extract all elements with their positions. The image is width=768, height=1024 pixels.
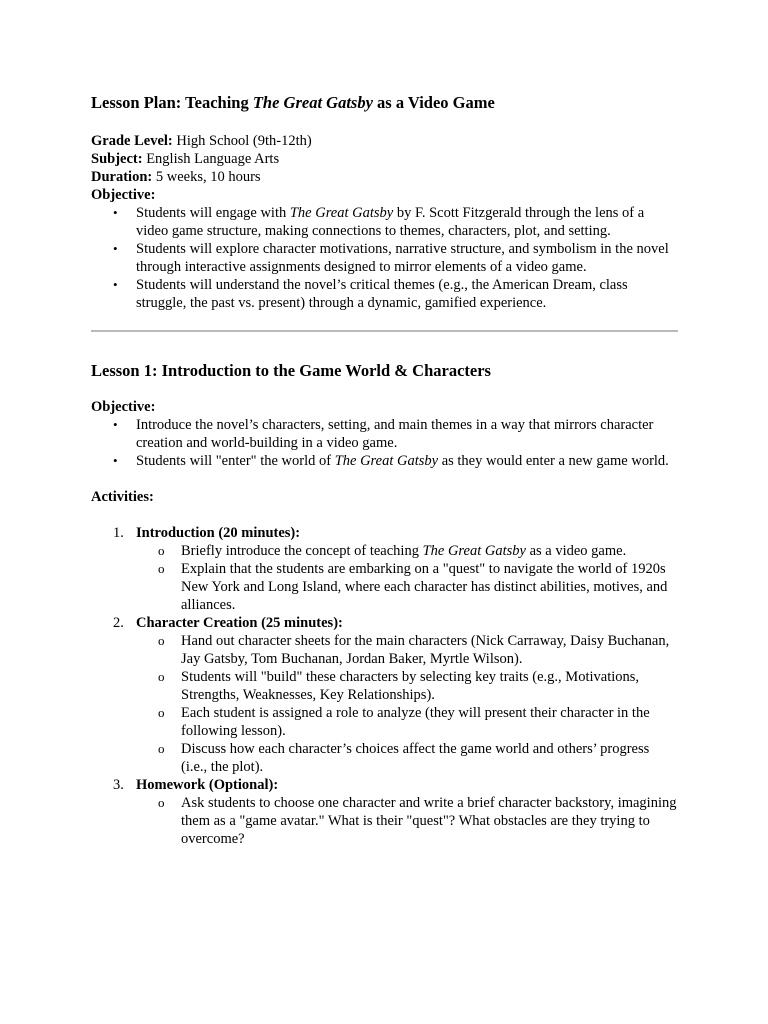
sub-bullet-marker: o (158, 633, 165, 648)
duration-value: 5 weeks, 10 hours (152, 169, 261, 185)
activities-heading: Activities: (91, 489, 154, 505)
list-item (91, 416, 678, 452)
grade-level-value: High School (9th-12th) (172, 133, 312, 149)
list-item (136, 560, 678, 614)
lesson-1-title: Lesson 1: Introduction to the Game World & Characters (91, 361, 491, 380)
list-item (91, 452, 678, 470)
objective-text-end: as they would enter a new game world. (438, 453, 669, 469)
step-text-start: Briefly introduce the concept of teaching (181, 543, 423, 559)
activity-label: Character Creation (25 minutes): (136, 615, 343, 631)
bullet-marker: • (113, 277, 118, 292)
section-divider (91, 330, 678, 332)
activity-steps (136, 632, 678, 776)
course-objectives-list (91, 204, 678, 312)
grade-level-line (91, 132, 678, 150)
subject-value: English Language Arts (142, 151, 280, 167)
subject-label: Subject: (91, 151, 143, 167)
objective-text-end: by F. Scott Fitzgerald through the lens of a video game structure, making connections to themes, characters, plot, and setting. (136, 205, 645, 239)
objective-heading (91, 186, 678, 204)
objective-text-start: Students will engage with (136, 205, 290, 221)
sub-bullet-marker: o (158, 795, 165, 810)
sub-bullet-marker: o (158, 543, 165, 558)
document-page (91, 93, 678, 848)
step-text: Explain that the students are embarking on a "quest" to navigate the world of 1920s New York and Long Island, where each character has distinct abilities, motives, and alliances. (181, 561, 668, 613)
book-title: The Great Gatsby (422, 543, 526, 559)
objective-label: Objective: (91, 187, 156, 203)
activity-steps (136, 794, 678, 848)
sub-bullet-marker: o (158, 741, 165, 756)
step-text: Students will "build" these characters by selecting key traits (e.g., Motivations, Strengths, Weaknesses, Key Relationships). (181, 669, 640, 703)
lesson-1-objectives-list (91, 416, 678, 470)
list-item (91, 204, 678, 240)
objective-text: Students will explore character motivations, narrative structure, and symbolism in the novel through interactive assignments designed to mirror elements of a video game. (136, 241, 669, 275)
grade-level-label: Grade Level: (91, 133, 173, 149)
document-title (91, 93, 678, 113)
bullet-marker: • (113, 417, 118, 432)
sub-bullet-marker: o (158, 669, 165, 684)
activity-number: 1. (113, 525, 124, 541)
duration-label: Duration: (91, 169, 153, 185)
step-text: Ask students to choose one character and write a brief character backstory, imagining them as a "game avatar." What is their "quest"? What obstacles are they trying to overcome? (181, 795, 677, 847)
list-item (136, 740, 678, 776)
list-item (136, 668, 678, 704)
activity-steps (136, 542, 678, 614)
duration-line (91, 168, 678, 186)
activity-label: Introduction (20 minutes): (136, 525, 301, 541)
bullet-marker: • (113, 205, 118, 220)
step-text: Discuss how each character’s choices affect the game world and others’ progress (i.e., the plot). (181, 741, 650, 775)
sub-bullet-marker: o (158, 705, 165, 720)
lesson-1-objective-heading: Objective: (91, 399, 156, 415)
list-item (136, 704, 678, 740)
activity-label: Homework (Optional): (136, 777, 279, 793)
book-title: The Great Gatsby (334, 453, 439, 469)
list-item (91, 276, 678, 312)
activity-item (91, 524, 678, 614)
list-item (136, 794, 678, 848)
book-title: The Great Gatsby (289, 205, 394, 221)
sub-bullet-marker: o (158, 561, 165, 576)
bullet-marker: • (113, 241, 118, 256)
list-item (136, 632, 678, 668)
step-text: Hand out character sheets for the main characters (Nick Carraway, Daisy Buchanan, Jay Gatsby, Tom Buchanan, Jordan Baker, Myrtle Wilson). (181, 633, 670, 667)
activity-item (91, 614, 678, 776)
activity-number: 3. (113, 777, 124, 793)
document-title-suffix: as a Video Game (372, 93, 495, 112)
step-text: Each student is assigned a role to analyze (they will present their character in the following lesson). (181, 705, 650, 739)
step-text-end: as a video game. (525, 543, 627, 559)
bullet-marker: • (113, 453, 118, 468)
objective-text: Introduce the novel’s characters, setting, and main themes in a way that mirrors character creation and world-building in a video game. (136, 417, 654, 451)
activity-item (91, 776, 678, 848)
objective-text: Students will understand the novel’s critical themes (e.g., the American Dream, class struggle, the past vs. present) through a dynamic, gamified experience. (136, 277, 628, 311)
document-title-book: The Great Gatsby (252, 93, 373, 112)
subject-line (91, 150, 678, 168)
document-title-prefix: Lesson Plan: Teaching (91, 93, 253, 112)
list-item (91, 240, 678, 276)
list-item (136, 542, 678, 560)
objective-text-start: Students will "enter" the world of (136, 453, 335, 469)
lesson-metadata (91, 132, 678, 204)
activity-number: 2. (113, 615, 124, 631)
activities-list (91, 524, 678, 848)
